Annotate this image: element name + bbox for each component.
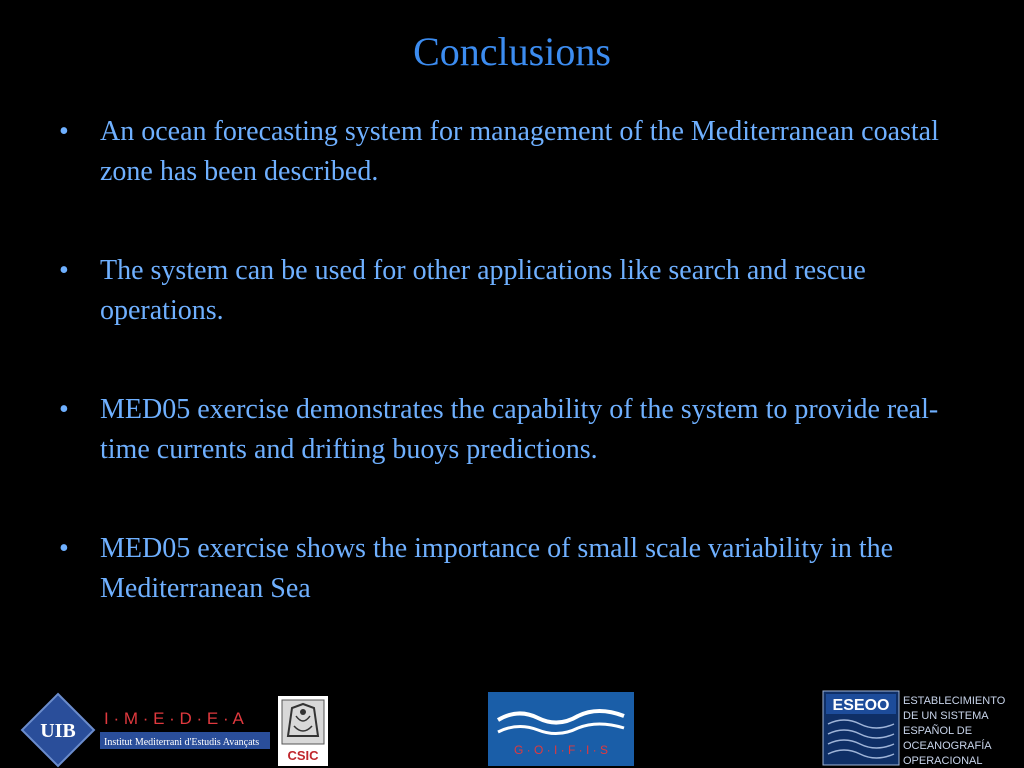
- eseoo-name-line: DE UN SISTEMA: [903, 710, 989, 722]
- eseoo-acronym: ESEOO: [832, 697, 890, 714]
- bullet-marker: •: [59, 255, 69, 286]
- imedea-acronym: I · M · E · D · E · A: [104, 709, 244, 728]
- bullet-text: MED05 exercise shows the importance of small scale variability in the Mediterranean Sea: [100, 533, 894, 604]
- eseoo-logo: [822, 690, 1012, 768]
- uib-text: UIB: [40, 720, 76, 742]
- eseoo-name-line: OPERACIONAL: [903, 755, 983, 767]
- bullet-item: [55, 251, 960, 331]
- imedea-subtitle: Institut Mediterrani d'Estudis Avançats: [104, 737, 260, 748]
- goifis-logo: [488, 692, 634, 766]
- bullet-item: [55, 112, 960, 192]
- bullet-text: MED05 exercise demonstrates the capability of the system to provide real-time currents and drifting buoys predictions.: [100, 394, 939, 465]
- bullet-item: [55, 529, 960, 609]
- bullet-marker: •: [59, 116, 69, 147]
- goifis-text: G · O · I · F · I · S: [514, 743, 608, 757]
- title: Conclusions: [413, 29, 611, 74]
- eseoo-name-line: ESTABLECIMIENTO: [903, 695, 1006, 707]
- bullet-marker: •: [59, 394, 69, 425]
- bullet-text: The system can be used for other applications like search and rescue operations.: [100, 255, 866, 326]
- bullet-marker: •: [59, 533, 69, 564]
- bullet-text: An ocean forecasting system for management of the Mediterranean coastal zone has been described.: [100, 116, 939, 187]
- imedea-logo: [100, 706, 272, 752]
- eseoo-name-line: ESPAÑOL DE: [903, 725, 973, 737]
- eseoo-name-line: OCEANOGRAFÍA: [903, 740, 992, 752]
- csic-logo: [278, 696, 328, 766]
- csic-text: CSIC: [287, 748, 319, 763]
- bullet-item: [55, 390, 960, 470]
- uib-logo: [20, 692, 96, 768]
- footer-logos: [0, 688, 1024, 768]
- bullet-list: [55, 112, 960, 668]
